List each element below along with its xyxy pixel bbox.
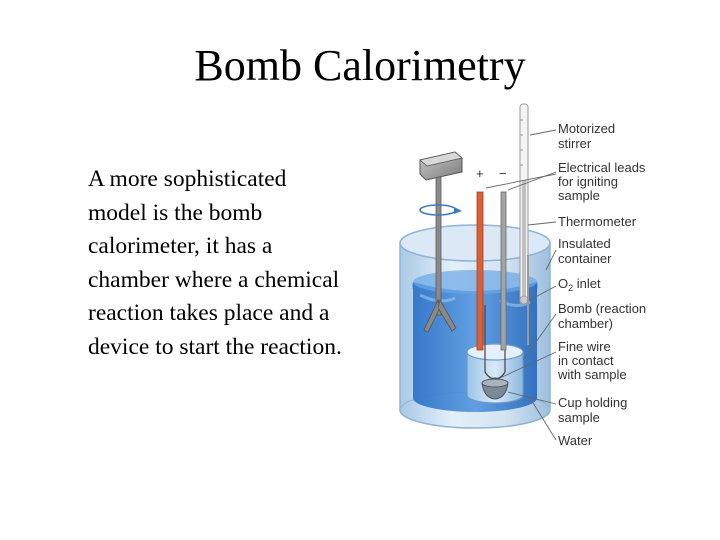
label-water: Water xyxy=(558,433,593,448)
label-bomb: Bomb (reaction chamber) xyxy=(558,301,647,331)
label-fine-wire: Fine wire in contact with sample xyxy=(558,339,627,382)
stirrer-motor xyxy=(420,152,462,180)
terminal-plus-sign: + xyxy=(476,166,484,181)
thermometer xyxy=(520,104,528,304)
slide-body-text: A more sophisticated model is the bomb calorimeter, it has a chamber where a chemical reaction takes place and a device to start the reaction. xyxy=(88,166,342,360)
label-motorized-stirrer: Motorized stirrer xyxy=(558,121,616,151)
electrical-lead-negative xyxy=(501,192,506,350)
electrical-lead-positive xyxy=(477,192,483,350)
slide-title: Bomb Calorimetry xyxy=(194,41,526,90)
label-electrical-leads: Electrical leads for igniting sample xyxy=(558,160,646,203)
label-cup: Cup holding sample xyxy=(558,395,628,425)
label-thermometer: Thermometer xyxy=(558,214,637,229)
label-insulated-container: Insulated container xyxy=(558,236,612,266)
label-o2-inlet: $O_2$ inlet xyxy=(558,276,601,293)
terminal-minus-sign: − xyxy=(499,166,507,181)
